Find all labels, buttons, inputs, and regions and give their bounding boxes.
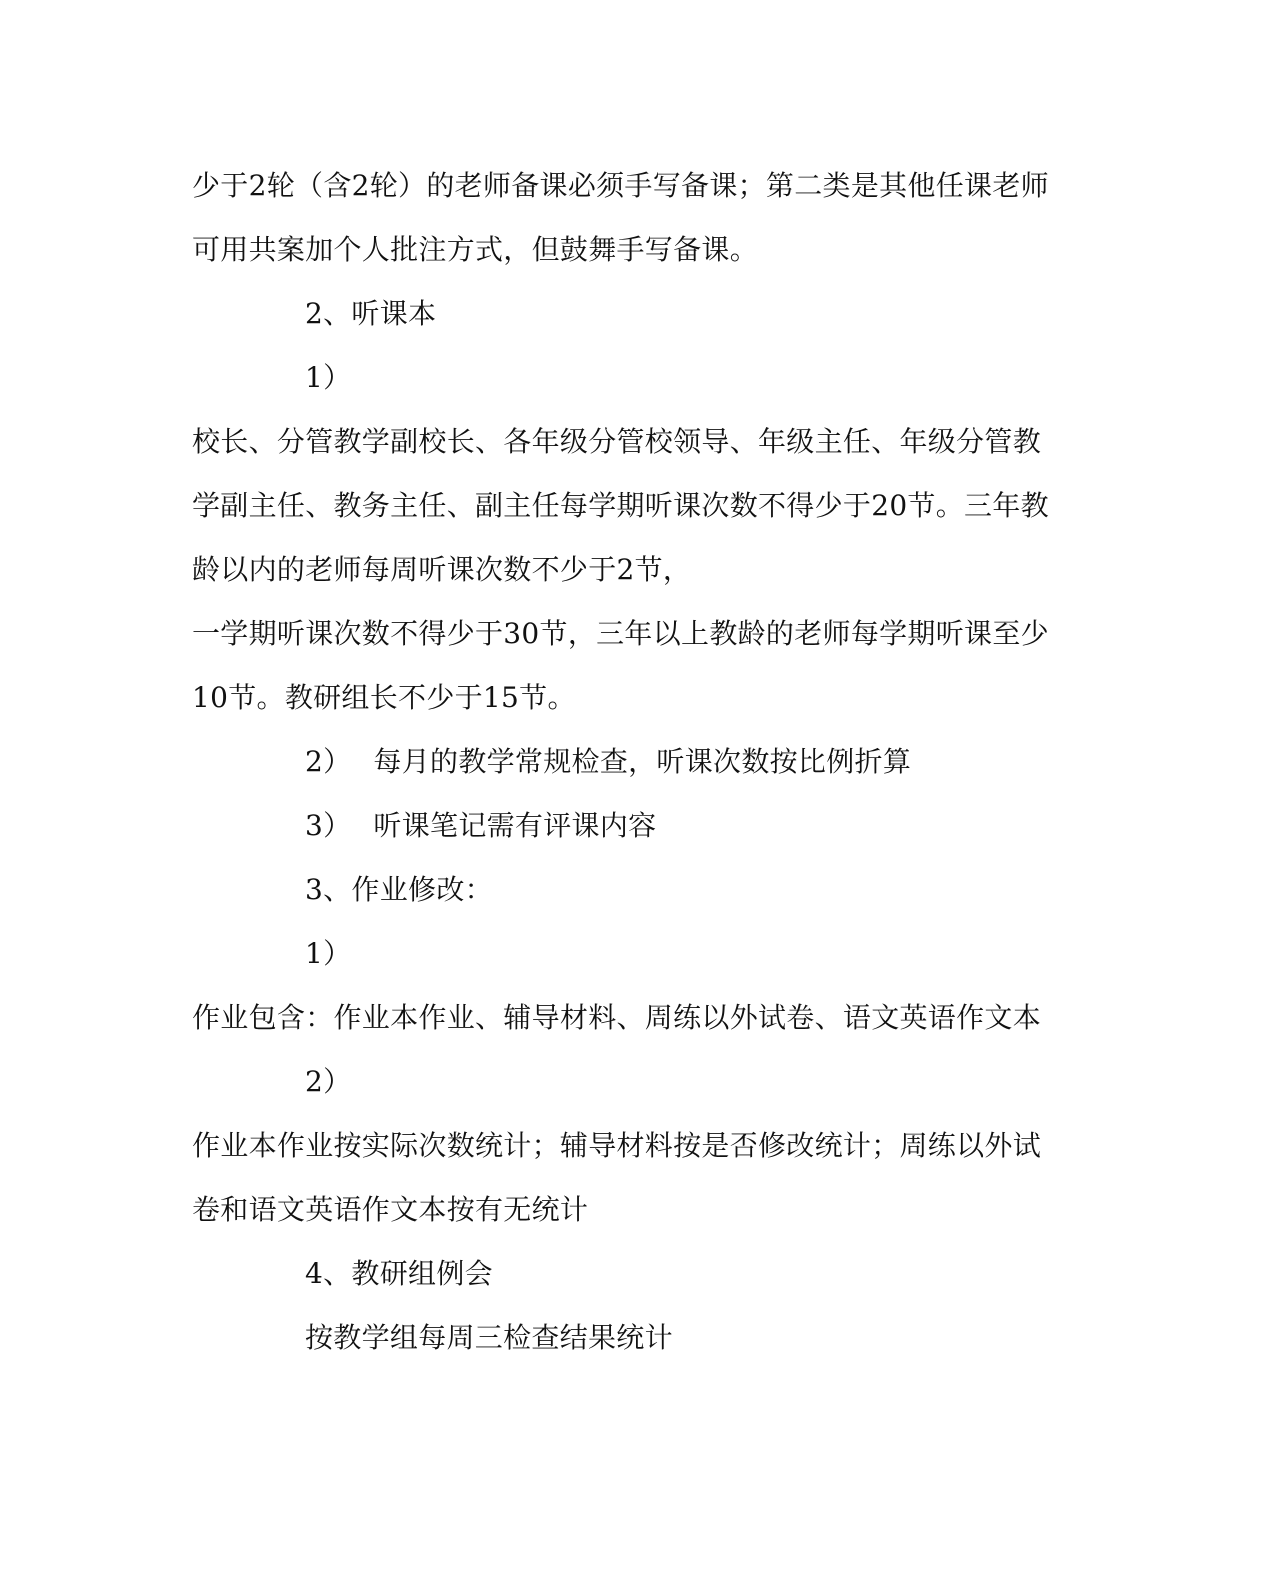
paragraph-line: 可用共案加个人批注方式，但鼓舞手写备课。 [192, 233, 759, 266]
paragraph-line: 作业本作业按实际次数统计；辅导材料按是否修改统计；周练以外试 [192, 1129, 1042, 1162]
paragraph-line: 卷和语文英语作文本按有无统计 [192, 1193, 589, 1226]
paragraph-line: 龄以内的老师每周听课次数不少于2节， [192, 553, 692, 586]
paragraph-line: 少于2轮（含2轮）的老师备课必须手写备课；第二类是其他任课老师 [192, 169, 1049, 202]
paragraph-line: 一学期听课次数不得少于30节，三年以上教龄的老师每学期听课至少 [192, 617, 1049, 650]
list-item-text: 听课笔记需有评课内容 [373, 809, 657, 842]
paragraph-line: 10节。教研组长不少于15节。 [192, 681, 576, 714]
section-heading: 3、作业修改： [305, 873, 493, 906]
list-marker: 2） [305, 745, 352, 778]
paragraph-line: 学副主任、教务主任、副主任每学期听课次数不得少于20节。三年教 [192, 489, 1049, 522]
paragraph-line: 校长、分管教学副校长、各年级分管校领导、年级主任、年级分管教 [192, 425, 1042, 458]
list-item-text: 每月的教学常规检查，听课次数按比例折算 [373, 745, 912, 778]
list-item [305, 808, 656, 844]
list-marker: 2） [305, 1065, 352, 1098]
list-marker: 1） [305, 361, 352, 394]
list-item [305, 744, 911, 780]
list-marker: 3） [305, 809, 352, 842]
section-heading: 2、听课本 [305, 297, 437, 330]
section-heading: 4、教研组例会 [305, 1257, 493, 1290]
paragraph-line: 按教学组每周三检查结果统计 [305, 1321, 673, 1354]
list-marker: 1） [305, 937, 352, 970]
paragraph-line: 作业包含：作业本作业、辅导材料、周练以外试卷、语文英语作文本 [192, 1001, 1042, 1034]
